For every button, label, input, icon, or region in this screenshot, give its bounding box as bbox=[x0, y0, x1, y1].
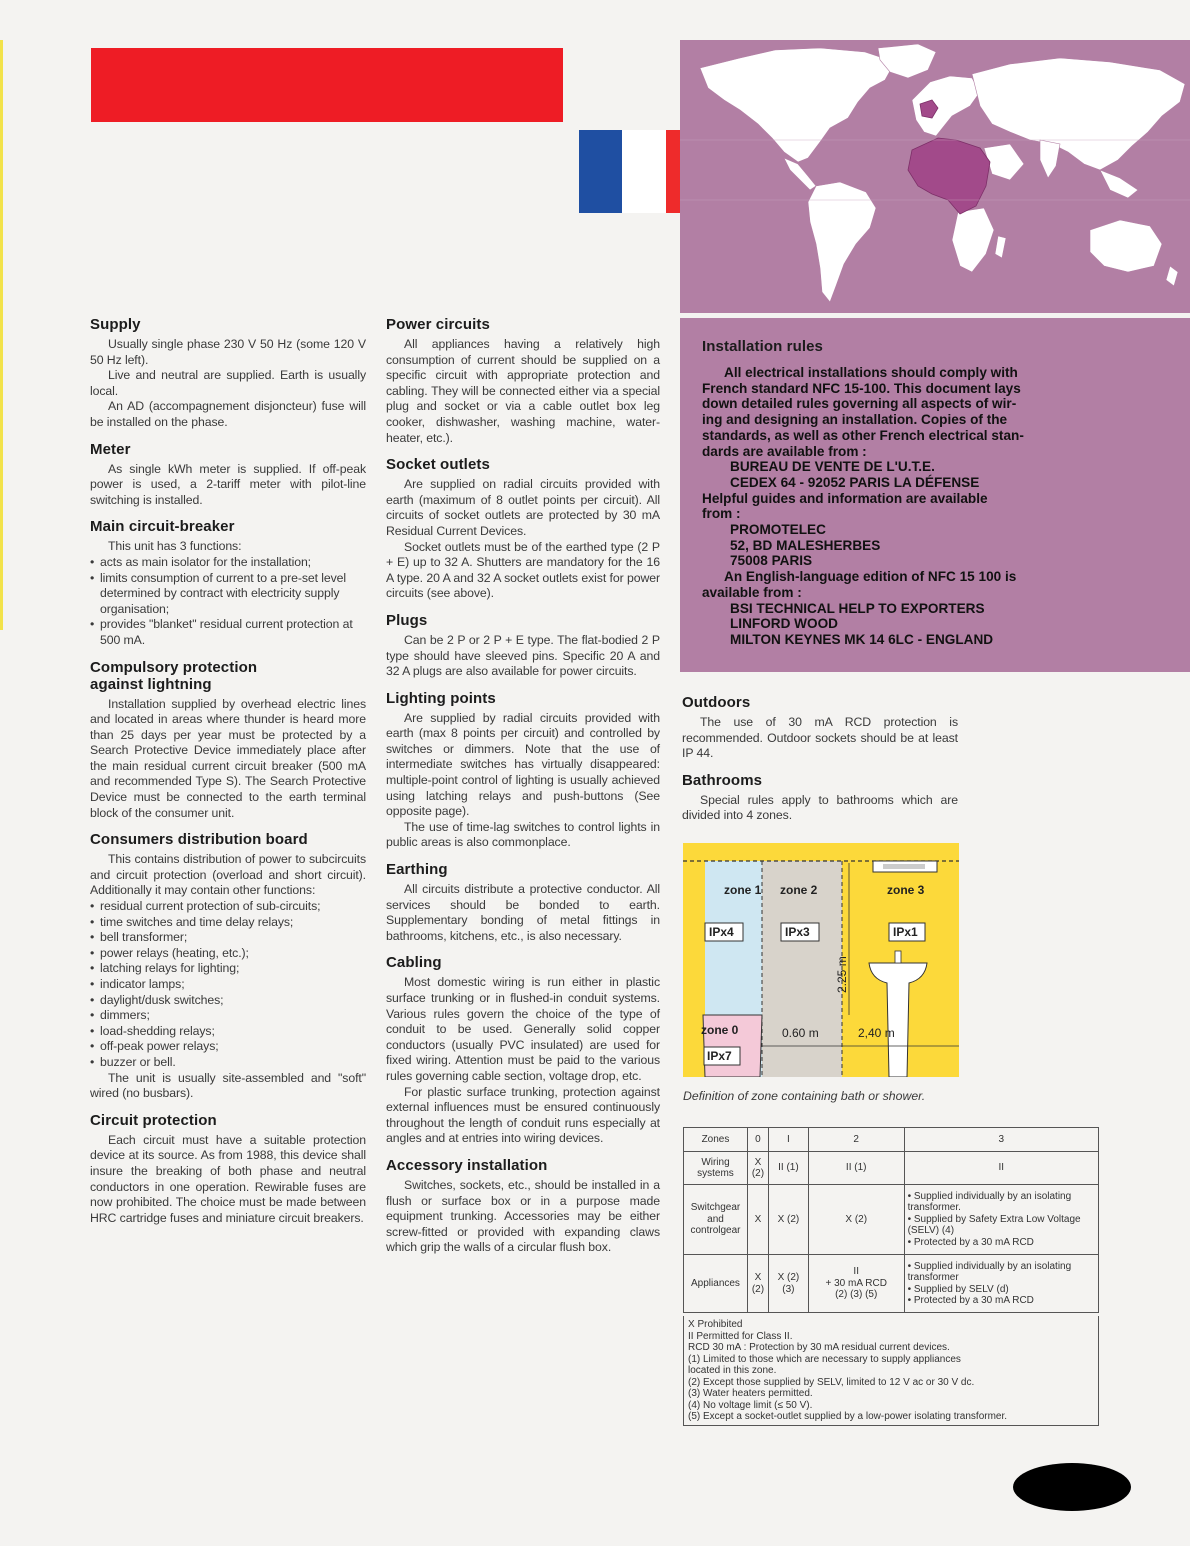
board-heading: Consumers distribution board bbox=[90, 831, 308, 849]
table-cell: II (1) bbox=[768, 1152, 808, 1185]
table-cell-line: • Supplied individually by an isolating transformer. bbox=[907, 1190, 1072, 1214]
table-note: (3) Water heaters permitted. bbox=[688, 1388, 813, 1399]
list-item: • latching relays for lighting; bbox=[90, 961, 366, 977]
title-banner bbox=[91, 48, 563, 122]
rules-line: from : bbox=[702, 506, 741, 522]
table-cell bbox=[904, 1255, 1098, 1313]
ip-rating-zone-0: IPx7 bbox=[707, 1049, 732, 1063]
table-cell-line: • Supplied by SELV (d) bbox=[907, 1283, 1009, 1295]
board-paragraph-1: This contains distribution of power to subcircuits and circuit protection (overload and short circuit). Additionally it may contain other functions: bbox=[90, 852, 366, 898]
table-cell: X bbox=[747, 1185, 768, 1255]
supply-paragraph-2: Live and neutral are supplied. Earth is usually local. bbox=[90, 368, 366, 398]
breaker-intro: This unit has 3 functions: bbox=[108, 539, 242, 554]
world-map bbox=[680, 40, 1190, 313]
table-notes bbox=[683, 1316, 1099, 1426]
lighting-heading: Lighting points bbox=[386, 689, 496, 707]
table-cell-line: • Supplied by Safety Extra Low Voltage (SELV) (4) bbox=[907, 1213, 1081, 1237]
table-cell: X (2) bbox=[747, 1255, 768, 1313]
list-item: • buzzer or bell. bbox=[90, 1055, 366, 1071]
table-note: located in this zone. bbox=[688, 1365, 777, 1376]
zone-0-label: zone 0 bbox=[701, 1023, 739, 1037]
table-cell bbox=[904, 1185, 1098, 1255]
table-cell-line: • Protected by a 30 mA RCD bbox=[907, 1236, 1034, 1248]
map-francophone-africa bbox=[908, 138, 990, 214]
table-cell bbox=[808, 1255, 904, 1313]
column-middle bbox=[386, 316, 660, 1256]
table-note: II Permitted for Class II. bbox=[688, 1330, 793, 1342]
rules-address-line: LINFORD WOOD bbox=[730, 616, 838, 632]
ip-rating-zone-3: IPx1 bbox=[893, 925, 918, 939]
rules-line: All electrical installations should comply with bbox=[724, 365, 1018, 380]
bathroom-zone-diagram bbox=[683, 843, 959, 1077]
ip-rating-zone-2: IPx3 bbox=[785, 925, 810, 939]
rules-heading: Installation rules bbox=[702, 338, 823, 355]
earthing-heading: Earthing bbox=[386, 861, 448, 879]
list-item: • time switches and time delay relays; bbox=[90, 915, 366, 931]
table-header-cell: I bbox=[768, 1128, 808, 1152]
power-heading: Power circuits bbox=[386, 316, 490, 333]
supply-paragraph-3: An AD (accompagnement disjoncteur) fuse will be installed on the phase. bbox=[90, 399, 366, 429]
rules-line: An English-language edition of NFC 15 100 is bbox=[724, 569, 1017, 585]
cabling-paragraph-2: For plastic surface trunking, protection against external influences must be ensured continuously throughout the length of conduit runs especially at angles and at entries into wiring devices. bbox=[386, 1084, 660, 1146]
zone-3-width-label: 2,40 m bbox=[858, 1026, 895, 1040]
board-paragraph-2: The unit is usually site-assembled and "soft" wired (no busbars). bbox=[90, 1070, 366, 1101]
lightning-heading bbox=[90, 659, 366, 693]
list-item: • provides "blanket" residual current protection at 500 mA. bbox=[90, 617, 366, 648]
accessory-paragraph: Switches, sockets, etc., should be installed in a flush or surface box or in a purpose made equipment trunking. Accessories may be either screw-fitted or provided with expanding claws which grip the walls of a circular flush box. bbox=[386, 1177, 660, 1255]
table-cell: X (2) bbox=[768, 1185, 808, 1255]
protection-paragraph: Each circuit must have a suitable protection device at its source. As from 1988, this device shall insure the breaking of both phase and neutral conductors in one operation. Rewirable fuses are now prohibited. The choice must be made between HRC cartridge fuses and miniature circuit breakers. bbox=[90, 1132, 366, 1225]
rules-address-line: PROMOTELEC bbox=[730, 522, 826, 538]
lightning-heading-line-1: Compulsory protection bbox=[90, 658, 258, 676]
yellow-edge-strip bbox=[0, 40, 3, 630]
table-header-cell: 3 bbox=[904, 1128, 1098, 1152]
sockets-paragraph-2: Socket outlets must be of the earthed type (2 P + E) up to 32 A. Shutters are mandatory for the 16 A type. 20 A and 32 A socket outlets exist for power circuits (see above). bbox=[386, 539, 660, 601]
height-label: 2.25 m bbox=[835, 956, 849, 993]
flag-blue-band bbox=[579, 130, 622, 213]
lightning-paragraph: Installation supplied by overhead electric lines and located in areas where thunder is heard more than 25 days per year must be protected by a Search Protective Device immediately place after the main residual current circuit breaker (500 mA and recommended Type S). The Search Protective Device must be connected to the earth terminal block of the consumer unit. bbox=[90, 696, 366, 820]
table-cell: X (2) bbox=[747, 1152, 768, 1185]
supply-heading: Supply bbox=[90, 316, 141, 333]
rules-line: available from : bbox=[702, 584, 802, 600]
zone-1-label: zone 1 bbox=[724, 883, 762, 897]
rules-address-line: CEDEX 64 - 92052 PARIS LA DÉFENSE bbox=[730, 474, 980, 490]
table-row bbox=[684, 1152, 1099, 1185]
list-item: • off-peak power relays; bbox=[90, 1039, 366, 1055]
table-cell: II (1) bbox=[808, 1152, 904, 1185]
column-left bbox=[90, 316, 366, 1226]
lightning-heading-line-2: against lightning bbox=[90, 675, 212, 693]
list-item: • indicator lamps; bbox=[90, 977, 366, 993]
sockets-paragraph-1: Are supplied on radial circuits provided with earth (maximum of 8 outlet points per circuit). All circuits of socket outlets are protected by 30 mA Residual Current Devices. bbox=[386, 477, 660, 538]
table-cell-line: • Supplied individually by an isolating transformer bbox=[907, 1260, 1072, 1283]
table-row-label: Switchgear and controlgear bbox=[684, 1185, 748, 1255]
table-header-cell: 2 bbox=[808, 1128, 904, 1152]
table-note: (2) Except those supplied by SELV, limited to 12 V ac or 30 V dc. bbox=[688, 1376, 975, 1388]
rules-line: down detailed rules governing all aspects of wir- bbox=[702, 396, 1017, 412]
rules-address-line: 52, BD MALESHERBES bbox=[730, 537, 881, 553]
table-note: (5) Except a socket-outlet supplied by a low-power isolating transformer. bbox=[688, 1411, 1008, 1422]
cabling-heading: Cabling bbox=[386, 954, 442, 972]
map-africa-south bbox=[952, 208, 994, 272]
outdoors-heading: Outdoors bbox=[682, 694, 751, 711]
page-number-oval bbox=[1013, 1463, 1131, 1511]
rules-line: French standard NFC 15-100. This document lays bbox=[702, 380, 1021, 396]
map-central-america bbox=[784, 158, 816, 190]
list-item: • dimmers; bbox=[90, 1008, 366, 1024]
map-southeast-asia bbox=[1100, 170, 1138, 198]
table-cell-line: II bbox=[853, 1266, 859, 1278]
table-header-cell: 0 bbox=[747, 1128, 768, 1152]
table-row-label: Wiring systems bbox=[684, 1152, 748, 1185]
table-note: X Prohibited bbox=[688, 1319, 743, 1330]
list-item: • daylight/dusk switches; bbox=[90, 993, 366, 1009]
rules-address-line: MILTON KEYNES MK 14 6LC - ENGLAND bbox=[730, 631, 994, 647]
table-header-cell: Zones bbox=[684, 1128, 748, 1152]
cabling-paragraph-1: Most domestic wiring is run either in plastic surface trunking or in flushed-in conduit systems. Various rules govern the choice of the type of conduit to be used. Generally solid copper conductors (usually PVC insulated) are used for fixed wiring. Attention must be paid to the various rules governing cable section, voltage drop, etc. bbox=[386, 975, 660, 1083]
outdoors-paragraph: The use of 30 mA RCD protection is recommended. Outdoor sockets should be at least IP 44. bbox=[682, 715, 958, 761]
power-paragraph: All appliances having a relatively high consumption of current should be supplied on a specific circuit with appropriate protection and cabling. They will be connected either via a special plug and socket or via a cable outlet box leg cooker, dishwasher, washing machine, water-heater, etc.). bbox=[386, 337, 660, 445]
ip-rating-zone-1: IPx4 bbox=[709, 925, 734, 939]
breaker-function-list bbox=[90, 555, 366, 649]
map-india bbox=[1040, 140, 1060, 178]
map-new-zealand bbox=[1166, 266, 1178, 286]
table-cell: X (2) bbox=[808, 1185, 904, 1255]
breaker-heading: Main circuit-breaker bbox=[90, 518, 235, 536]
rules-line: dards are available from : bbox=[702, 443, 867, 459]
world-map-graphic bbox=[680, 40, 1190, 313]
board-function-list bbox=[90, 899, 366, 1071]
list-item: • power relays (heating, etc.); bbox=[90, 946, 366, 962]
table-row bbox=[684, 1255, 1099, 1313]
list-item: • acts as main isolator for the installation; bbox=[90, 555, 366, 571]
installation-rules-box bbox=[680, 318, 1190, 672]
diagram-caption: Definition of zone containing bath or shower. bbox=[683, 1089, 926, 1103]
table-note: RCD 30 mA : Protection by 30 mA residual current devices. bbox=[688, 1342, 950, 1353]
list-item: • load-shedding relays; bbox=[90, 1024, 366, 1040]
plugs-paragraph: Can be 2 P or 2 P + E type. The flat-bodied 2 P type should have sleeved pins. Specific 20 A and 32 A plugs are also available for power circuits. bbox=[386, 632, 660, 679]
supply-paragraph-1: Usually single phase 230 V 50 Hz (some 120 V 50 Hz left). bbox=[90, 337, 366, 367]
meter-heading: Meter bbox=[90, 440, 131, 458]
zone-2-width-label: 0.60 m bbox=[782, 1026, 819, 1040]
light-tube bbox=[883, 864, 925, 869]
table-cell: X (2) (3) bbox=[768, 1255, 808, 1313]
column-right bbox=[682, 694, 958, 824]
sockets-heading: Socket outlets bbox=[386, 456, 490, 474]
rules-line: standards, as well as other French electrical stan- bbox=[702, 427, 1024, 443]
flag-white-band bbox=[622, 130, 665, 213]
protection-heading: Circuit protection bbox=[90, 1111, 217, 1129]
zones-table bbox=[683, 1127, 1099, 1313]
table-row-label: Appliances bbox=[684, 1255, 748, 1313]
lighting-paragraph-1: Are supplied by radial circuits provided with earth (max 8 points per circuit) and controlled by switches or dimmers. Note that the use of intermediate switches has virtually disappeared: multiple-point control of lighting is usually achieved using latching relays and push-buttons (See opposite page). bbox=[386, 710, 660, 819]
bathrooms-paragraph: Special rules apply to bathrooms which are divided into 4 zones. bbox=[682, 792, 958, 823]
rules-address-line: BUREAU DE VENTE DE L'U.T.E. bbox=[730, 459, 935, 475]
map-north-america bbox=[700, 48, 895, 162]
lighting-paragraph-2: The use of time-lag switches to control lights in public areas is also commonplace. bbox=[386, 819, 660, 850]
map-madagascar bbox=[995, 236, 1006, 258]
list-item: • residual current protection of sub-circuits; bbox=[90, 899, 366, 915]
table-cell-line: + 30 mA RCD bbox=[825, 1277, 887, 1289]
rules-address-line: 75008 PARIS bbox=[730, 553, 813, 569]
rules-line: Helpful guides and information are available bbox=[702, 490, 988, 506]
earthing-paragraph: All circuits distribute a protective conductor. All services should be bonded to earth. Supplementary bonding of metal fittings in bathrooms, kitchens, etc., is also necessary. bbox=[386, 882, 660, 943]
table-note: (4) No voltage limit (≤ 50 V). bbox=[688, 1399, 813, 1411]
list-item: • limits consumption of current to a pre-set level determined by contract with electricity supply organisation; bbox=[90, 571, 366, 618]
plugs-heading: Plugs bbox=[386, 611, 428, 629]
table-cell-line: • Protected by a 30 mA RCD bbox=[907, 1295, 1034, 1306]
list-item: • bell transformer; bbox=[90, 930, 366, 946]
meter-paragraph: As single kWh meter is supplied. If off-peak power is used, a 2-tariff meter with pilot-line switching is installed. bbox=[90, 461, 366, 507]
table-cell-line: (2) (3) (5) bbox=[835, 1289, 878, 1301]
rules-address-line: BSI TECHNICAL HELP TO EXPORTERS bbox=[730, 600, 985, 616]
bathrooms-heading: Bathrooms bbox=[682, 771, 763, 789]
table-cell: II bbox=[904, 1152, 1098, 1185]
table-row bbox=[684, 1185, 1099, 1255]
zone-2-label: zone 2 bbox=[780, 883, 818, 897]
zone-3-label: zone 3 bbox=[887, 883, 925, 897]
map-australia bbox=[1090, 220, 1162, 272]
table-row bbox=[684, 1128, 1099, 1152]
rules-line: ing and designing an installation. Copies of the bbox=[702, 412, 1008, 428]
table-note: (1) Limited to those which are necessary to supply appliances bbox=[688, 1353, 961, 1365]
accessory-heading: Accessory installation bbox=[386, 1156, 548, 1174]
tap bbox=[895, 951, 901, 963]
